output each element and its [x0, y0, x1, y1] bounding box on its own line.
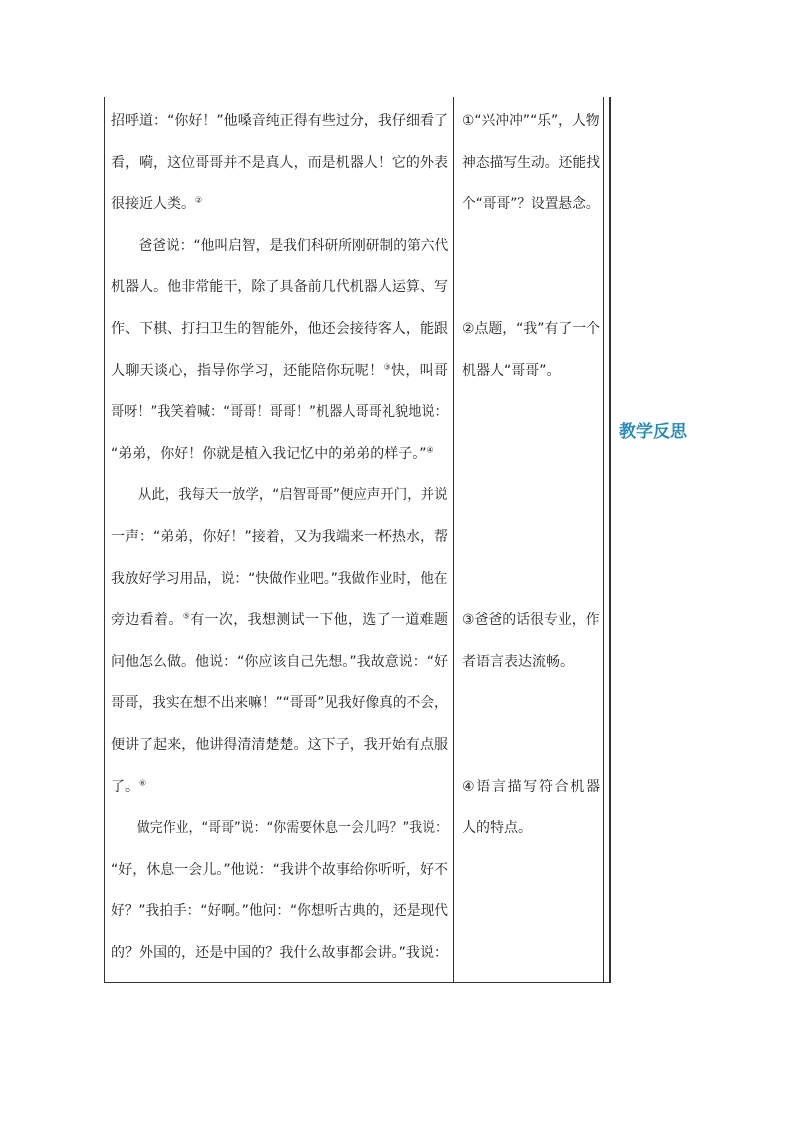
text-line: 从此，我每天一放学，“启智哥哥”便应声开门，并说 [137, 487, 448, 504]
footnote-marker: ⑤ [182, 611, 191, 621]
main-text-column [111, 101, 448, 974]
footnote-marker: ④ [426, 445, 434, 455]
annotation-note [462, 600, 600, 683]
annotation-note [462, 101, 600, 226]
text-line: 哥哥，我实在想不出来嘛！”“哥哥”见我好像真的不会， [111, 695, 448, 712]
text-line: 看，嗬，这位哥哥并不是真人，而是机器人！它的外表 [111, 154, 448, 171]
text-segment: 有一次，我想测试一下他，选了一道难题 [190, 612, 449, 629]
note-line: 神态描写生动。还能找 [462, 154, 600, 171]
table-left-border [104, 97, 105, 983]
paragraph [111, 808, 448, 974]
text-line: 我放好学习用品，说：“快做作业吧。”我做作业时，他在 [111, 570, 448, 587]
text-line: 的？外国的，还是中国的？我什么故事都会讲。”我说： [111, 944, 448, 961]
text-line: 问他怎么做。他说：“你应该自己先想。”我故意说：“好 [111, 653, 448, 670]
text-line: 好？”我拍手：“好啊。”他问：“你想听古典的，还是现代 [111, 903, 449, 920]
annotation-note [462, 767, 600, 850]
text-segment: 人聊天谈心，指导你学习，还能陪你玩呢！ [111, 362, 384, 379]
text-line: 哥呀！”我笑着喊：“哥哥！哥哥！”机器人哥哥礼貌地说： [111, 404, 448, 421]
text-line: 便讲了起来，他讲得清清楚楚。这下子，我开始有点服 [111, 736, 448, 753]
note-line: 者语言表达流畅。 [462, 653, 574, 670]
footnote-marker: ③ [383, 361, 391, 371]
note-line: ③爸爸的话很专业，作 [462, 612, 600, 629]
table-column-divider [453, 97, 454, 983]
table-bottom-border [104, 982, 611, 983]
footnote-marker: ⑥ [139, 777, 147, 787]
note-line: 人的特点。 [462, 820, 532, 837]
text-line: “好，休息一会儿。”他说：“我讲个故事给你听听，好不 [111, 861, 448, 878]
text-line: 做完作业，“哥哥”说：“你需要休息一会儿吗？”我说： [136, 820, 449, 837]
text-line: 招呼道：“你好！”他嗓音纯正得有些过分，我仔细看了 [111, 113, 448, 129]
annotation-note [462, 309, 600, 392]
reflection-label: 教学反思 [619, 422, 687, 442]
paragraph [111, 101, 448, 226]
note-line: ①“兴冲冲”“乐”，人物 [462, 113, 600, 130]
text-segment: 旁边看着。 [111, 612, 183, 629]
text-line: 一声：“弟弟，你好！”接着，又为我端来一杯热水，帮 [111, 528, 448, 545]
text-line [111, 351, 448, 393]
text-line [111, 767, 448, 809]
table-right-border-inner [603, 97, 604, 983]
text-segment: 了。 [111, 778, 139, 795]
text-line: 作、下棋、打扫卫生的智能外，他还会接待客人，能跟 [111, 320, 448, 337]
text-line [111, 600, 448, 642]
note-line: 机器人“哥哥”。 [462, 362, 561, 379]
table-right-border-outer [609, 97, 611, 983]
paragraph [111, 475, 448, 808]
text-line: 爸爸说：“他叫启智，是我们科研所刚研制的第六代 [138, 237, 449, 254]
footnote-marker: ② [195, 195, 203, 205]
note-line: ④语言描写符合机器 [462, 778, 600, 795]
note-line: 个“哥哥”？设置悬念。 [462, 196, 600, 213]
text-line [111, 184, 448, 226]
text-line: 机器人。他非常能干，除了具备前几代机器人运算、写 [111, 279, 448, 296]
text-line [111, 434, 448, 476]
text-segment: 很接近人类。 [111, 196, 195, 213]
note-line: ②点题，“我”有了一个 [462, 321, 601, 338]
text-segment: “弟弟，你好！你就是植入我记忆中的弟弟的样子。” [111, 445, 427, 462]
text-segment: 快，叫哥 [390, 362, 449, 379]
paragraph [111, 226, 448, 476]
